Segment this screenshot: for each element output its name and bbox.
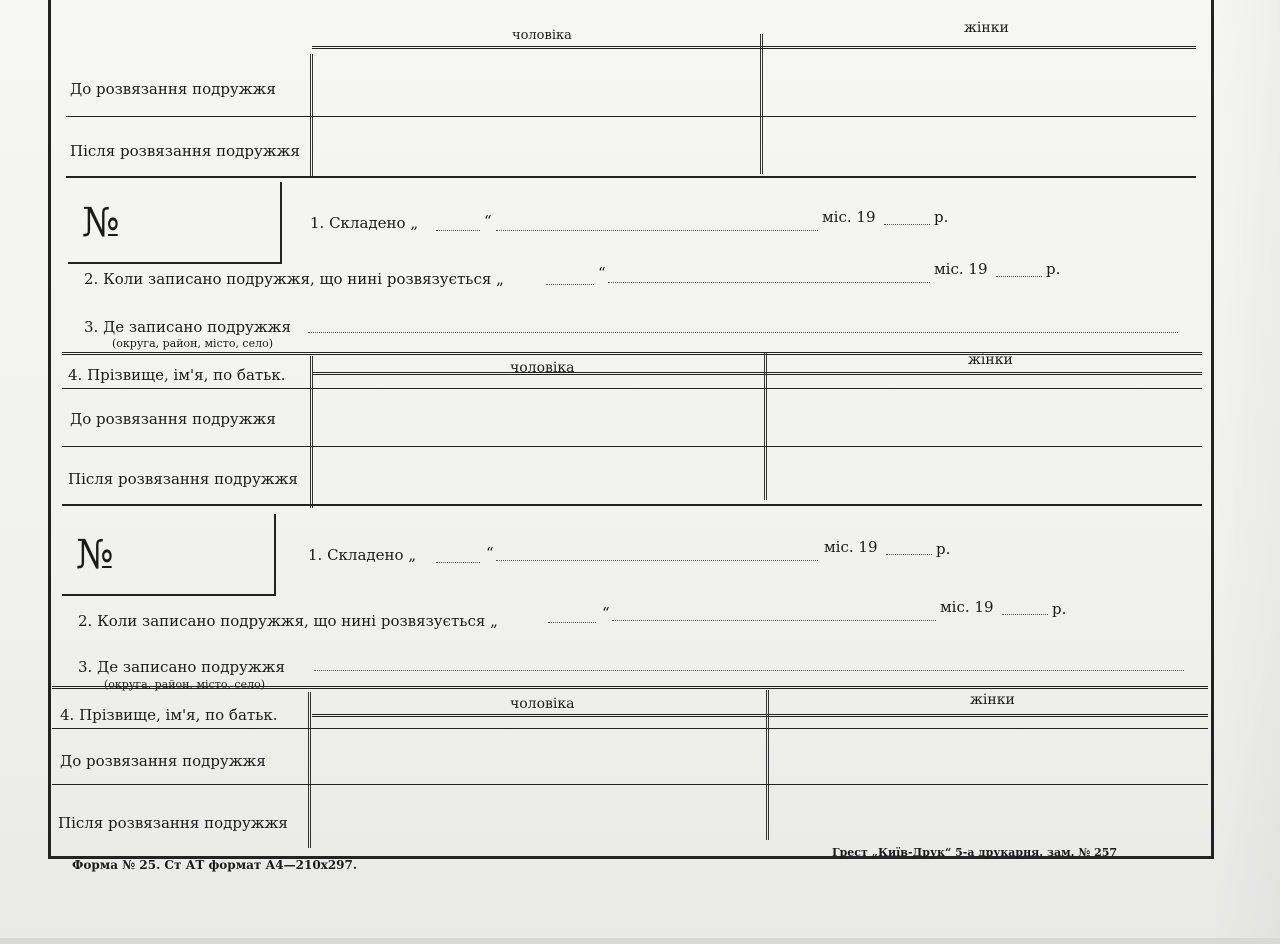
- year-suffix: р.: [936, 540, 951, 558]
- where-registered-label: 3. Де записано подружжя: [78, 658, 285, 676]
- rule: [62, 504, 1202, 506]
- month-field[interactable]: [496, 230, 818, 231]
- form-sheet: чоловіка жінки До розвязання подружжя Після розвязання подружжя № 1. Складено „ “ міс. 19 р. 2. Коли записано подружжя, що нині розвязується „ “ міс. 19 р. 3. Де записано подружжя (округа, район, місто, село) 4. Прізвище, ім'я, по батьк. чоловіка жінки До розвязання подружжя Після розвязання подружжя № 1. Складено „ “ міс. 19 р. 2. Коли записано подружжя, що нині розвязується „ “ міс. 19 р. 3. Де записано подружжя (округа, район, місто, село) 4. Прізвище, ім'я, по батьк. чоловіка жінки До розвязання подружжя Після розвязання подружжя Форма № 25. Ст АТ формат А4—210х297. Грест „Київ-Друк“ 5-а друкарня. зам. № 257: [0, 0, 1280, 944]
- when-registered-label: 2. Коли записано подружжя, що нині розвязується „: [78, 612, 498, 630]
- row-label-before: До розвязання подружжя: [60, 752, 266, 770]
- record-number-box: [68, 182, 282, 264]
- day-field[interactable]: [436, 230, 480, 231]
- month-year-label: міс. 19: [822, 208, 876, 226]
- row-label-after: Після розвязання подружжя: [70, 142, 300, 160]
- rule: [52, 686, 1208, 689]
- when-year-field[interactable]: [1002, 614, 1048, 615]
- row-label-after: Після розвязання подружжя: [58, 814, 288, 832]
- column-divider: [764, 352, 767, 500]
- row-label-before: До розвязання подружжя: [70, 80, 276, 98]
- column-divider: [308, 692, 311, 848]
- when-month-year-label: міс. 19: [940, 598, 994, 616]
- month-year-label: міс. 19: [824, 538, 878, 556]
- rule: [62, 352, 1202, 355]
- number-sign: №: [82, 200, 120, 246]
- surname-label: 4. Прізвище, ім'я, по батьк.: [68, 366, 286, 384]
- rule: [312, 714, 1208, 717]
- when-month-year-label: міс. 19: [934, 260, 988, 278]
- composed-label: 1. Складено „: [310, 214, 419, 232]
- col-wife-header-top: жінки: [964, 20, 1009, 36]
- number-sign: №: [76, 532, 114, 578]
- scan-edge: [0, 938, 1280, 944]
- composed-label: 1. Складено „: [308, 546, 417, 564]
- scan-shadow: [1210, 0, 1280, 944]
- rule: [52, 728, 1208, 729]
- footer-printer-info: Грест „Київ-Друк“ 5-а друкарня. зам. № 257: [832, 846, 1118, 859]
- rule: [66, 116, 1196, 117]
- month-field[interactable]: [496, 560, 818, 561]
- col-wife-header: жінки: [970, 692, 1015, 708]
- rule: [52, 784, 1208, 785]
- column-divider: [760, 34, 763, 174]
- day-field[interactable]: [436, 562, 480, 563]
- form-frame: [48, 0, 1214, 859]
- col-wife-header: жінки: [968, 352, 1013, 368]
- column-divider: [310, 356, 313, 508]
- col-husband-header: чоловіка: [510, 360, 575, 376]
- when-year-suffix: р.: [1046, 260, 1061, 278]
- year-field[interactable]: [886, 554, 932, 555]
- col-husband-header-top: чоловіка: [512, 28, 572, 43]
- column-divider: [766, 690, 769, 840]
- row-label-after: Після розвязання подружжя: [68, 470, 298, 488]
- row-label-before: До розвязання подружжя: [70, 410, 276, 428]
- where-field[interactable]: [314, 670, 1184, 671]
- where-registered-label: 3. Де записано подружжя: [84, 318, 291, 336]
- when-year-suffix: р.: [1052, 600, 1067, 618]
- record-number-box: [62, 514, 276, 596]
- surname-label: 4. Прізвище, ім'я, по батьк.: [60, 706, 278, 724]
- year-field[interactable]: [884, 224, 930, 225]
- when-day-field[interactable]: [548, 622, 596, 623]
- where-field[interactable]: [308, 332, 1178, 333]
- when-month-field[interactable]: [608, 282, 930, 283]
- rule: [66, 176, 1196, 178]
- col-husband-header: чоловіка: [510, 696, 575, 712]
- footer-form-info: Форма № 25. Ст АТ формат А4—210х297.: [72, 858, 358, 872]
- when-month-field[interactable]: [612, 620, 936, 621]
- rule: [62, 388, 1202, 389]
- rule: [312, 372, 1202, 375]
- rule: [312, 46, 1196, 49]
- where-hint: (округа, район, місто, село): [104, 678, 266, 691]
- when-year-field[interactable]: [996, 276, 1042, 277]
- when-day-field[interactable]: [546, 284, 594, 285]
- rule: [62, 446, 1202, 447]
- year-suffix: р.: [934, 208, 949, 226]
- where-hint: (округа, район, місто, село): [112, 337, 274, 350]
- when-registered-label: 2. Коли записано подружжя, що нині розвязується „: [84, 270, 504, 288]
